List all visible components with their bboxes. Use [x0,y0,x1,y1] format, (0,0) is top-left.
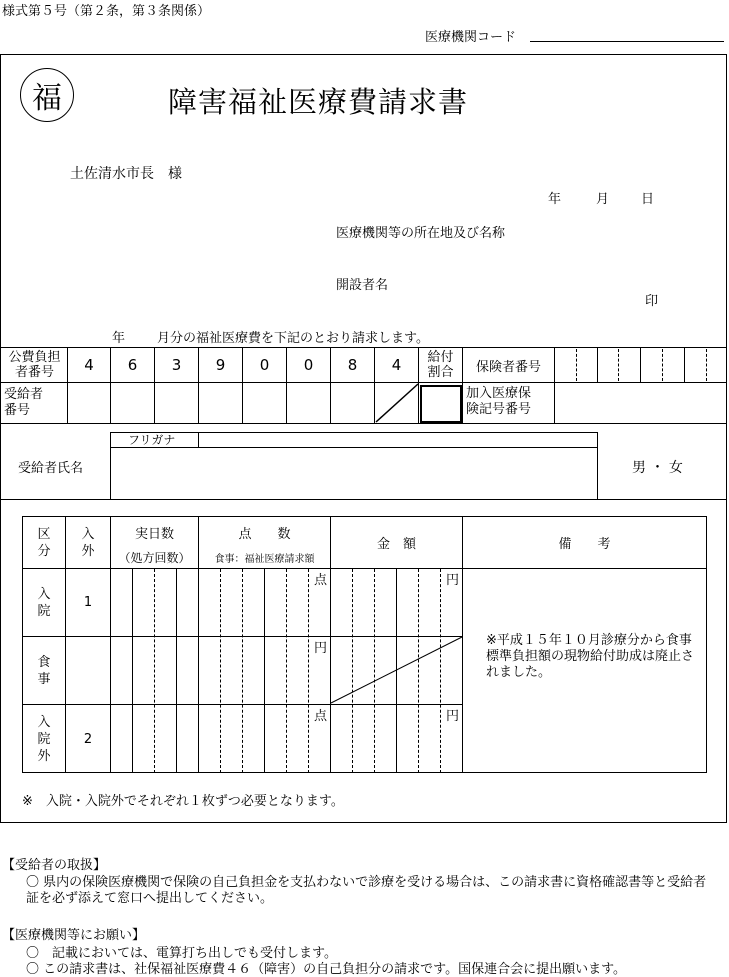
in-out-header-line1: 入 [81,526,95,542]
founder-label: 開設者名 [336,278,389,293]
grid-line [597,432,598,499]
row-outpatient-label [23,705,65,773]
grid-line [618,349,619,381]
date-day: 日 [641,192,655,207]
row-meal-label-line2: 事 [37,671,51,687]
insurer-number-label: 保険者番号 [475,359,541,375]
header-table-bottom [0,423,727,424]
row-outpatient-label-line2: 院 [37,731,51,747]
seal-label: 印 [645,294,659,309]
institution-address-label: 医療機関等の所在地及び名称 [336,226,506,241]
recipient-number-label [4,387,64,419]
institution-request-item: 〇 記載においては、電算打ち出しでも受付します。 [26,946,337,961]
grid-line [176,569,177,773]
grid-line [576,349,577,381]
row-inpatient-label [23,569,65,636]
payer-digit: 0 [259,356,270,374]
grid-line [22,568,707,569]
payer-digit: 4 [391,356,402,374]
days-sub-header: （処方回数） [118,550,191,565]
grid-line [132,569,133,773]
payer-number-label-line2: 者番号 [14,365,54,380]
date-month: 月 [596,192,610,207]
points-header: 点 数 [238,526,291,542]
date-year: 年 [548,192,562,207]
institution-request-heading: 【医療機関等にお願い】 [2,928,146,943]
in-out-header [66,517,110,568]
insurance-symbol-label [466,386,531,418]
remark-note: ※平成１５年１０月診療分から食事標準負担額の現物給付助成は廃止されました。 [486,633,695,680]
payer-digit: 6 [127,356,138,374]
fuku-mark: 福 [20,68,74,122]
grid-line [554,347,555,423]
in-out-header-line2: 外 [81,543,95,559]
furigana-field[interactable] [199,432,596,446]
grid-line [662,349,663,381]
recipient-name-label: 受給者氏名 [18,461,84,476]
category-header-line2: 分 [37,543,51,559]
points-sub-header: 食事：福祉医療請求額 [214,554,315,565]
addressee: 土佐清水市長 様 [70,166,182,182]
benefit-ratio-label-line1: 給付 [427,350,454,365]
category-header [23,517,65,568]
row-inpatient-yen: 円 [446,573,460,588]
row-inpatient-code: 1 [83,595,93,610]
payer-digit: 8 [347,356,358,374]
payer-digit: 9 [215,356,226,374]
row-outpatient-label-line1: 入 [37,714,51,730]
grid-line [264,569,265,773]
grid-line [286,569,287,773]
grid-line [684,347,685,382]
grid-line [220,569,221,773]
row-inpatient-label-line1: 入 [37,586,51,602]
grid-line [0,499,727,500]
row-meal-unit: 円 [314,641,328,656]
grid-line [706,349,707,381]
footnote: ※ 入院・入院外でそれぞれ１枚ずつ必要となります。 [22,794,344,809]
request-year: 年 [112,331,126,346]
benefit-ratio-label-line2: 割合 [427,365,454,380]
form-number: 様式第５号（第２条，第３条関係） [2,4,211,19]
row-outpatient-code: 2 [83,731,93,747]
ratio-diagonal [374,382,420,424]
grid-line [597,347,598,382]
recipient-number-label-line2: 番号 [4,403,31,418]
benefit-ratio-box[interactable] [420,385,462,423]
row-meal-label-line1: 食 [37,654,51,670]
grid-line [640,347,641,382]
row-outpatient-unit: 点 [314,709,328,724]
institution-request-item: 〇 この請求書は、社保福祉医療費４６（障害）の自己負担分の請求です。国保連合会に提出願います。 [26,962,627,977]
days-header: 実日数 [134,526,174,542]
institution-code-label: 医療機関コード [425,30,517,45]
recipient-handling-item: 〇 県内の保険医療機関で保険の自己負担金を支払わないで診療を受ける場合は、この請求書に資格確認書等と受給者証を必ず添えて窓口へ提出してください。 [26,875,707,906]
remarks-header: 備 考 [558,537,611,552]
row-outpatient-label-line3: 外 [37,748,51,764]
insurance-symbol-label-line2: 険記号番号 [466,402,532,417]
payer-number-label-line1: 公費負担 [8,350,61,365]
institution-code-field[interactable] [530,41,724,42]
amount-header: 金 額 [376,537,416,552]
benefit-ratio-label [419,348,462,382]
grid-line [154,569,155,773]
payer-digit: 3 [171,356,182,374]
row-outpatient-yen: 円 [446,709,460,724]
payer-digit: 4 [84,356,94,374]
meal-amount-diagonal [330,636,463,705]
payer-number-label [2,348,67,382]
insurance-symbol-label-line1: 加入医療保 [466,386,532,401]
request-sentence: 月分の福祉医療費を下記のとおり請求します。 [157,331,429,346]
recipient-number-label-line1: 受給者 [4,387,44,402]
recipient-handling-heading: 【受給者の取扱】 [2,858,107,873]
row-inpatient-label-line2: 院 [37,603,51,619]
category-header-line1: 区 [37,526,51,542]
recipient-name-field[interactable] [111,448,596,498]
grid-line [242,569,243,773]
grid-line [308,569,309,773]
row-inpatient-unit: 点 [314,573,328,588]
furigana-label: フリガナ [128,433,176,447]
page-title: 障害福祉医療費請求書 [168,85,469,119]
payer-digit: 0 [303,356,314,374]
gender-selector[interactable]: 男 ・ 女 [632,460,683,476]
row-meal-label [23,637,65,704]
